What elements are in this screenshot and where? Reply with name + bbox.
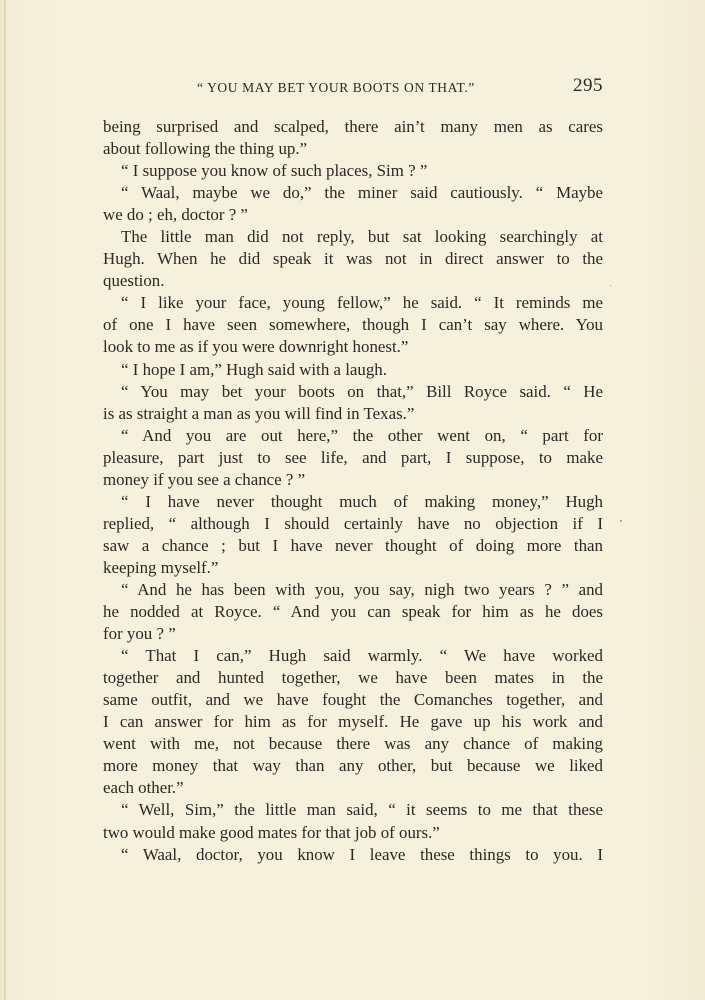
paper-speck <box>620 520 622 522</box>
text-line: “ Waal, doctor, you know I leave these things to you. I <box>121 844 603 864</box>
text-line: “ Waal, maybe we do,” the miner said cautiously. “ Maybe <box>121 183 603 203</box>
text-line: “ And you are out here,” the other went on, “ part for <box>121 425 603 445</box>
text-line: same outfit, and we have fought the Comanches together, and <box>103 690 603 710</box>
text-line: “ I hope I am,” Hugh said with a laugh. <box>121 359 387 379</box>
text-line: “ And he has been with you, you say, nigh two years ? ” and <box>121 579 603 599</box>
text-line: “ Well, Sim,” the little man said, “ it seems to me that these <box>121 800 603 820</box>
text-line: look to me as if you were downright honest.” <box>103 337 409 357</box>
text-line: together and hunted together, we have been mates in the <box>103 668 603 688</box>
text-line: keeping myself.” <box>103 557 219 577</box>
text-line: each other.” <box>103 778 184 798</box>
text-line: “ I have never thought much of making money,” Hugh <box>121 491 603 511</box>
text-line: pleasure, part just to see life, and part, I suppose, to make <box>103 447 603 467</box>
text-line: The little man did not reply, but sat looking searchingly at <box>121 227 603 247</box>
paper-speck <box>610 285 611 286</box>
text-line: I can answer for him as for myself. He gave up his work and <box>103 712 603 732</box>
text-line: being surprised and scalped, there ain’t many men as cares <box>103 117 603 136</box>
text-line: about following the thing up.” <box>103 139 308 159</box>
running-head: “ YOU MAY BET YOUR BOOTS ON THAT.” <box>197 80 475 95</box>
text-line: replied, “ although I should certainly have no objection if I <box>103 513 603 533</box>
text-line: “ That I can,” Hugh said warmly. “ We have worked <box>121 646 603 666</box>
text-line: money if you see a chance ? ” <box>103 469 306 489</box>
text-line: two would make good mates for that job of ours.” <box>103 822 440 842</box>
text-line: he nodded at Royce. “ And you can speak for him as he does <box>103 602 603 622</box>
text-line: more money that way than any other, but because we liked <box>103 756 603 776</box>
text-line: “ I like your face, young fellow,” he said. “ It reminds me <box>121 293 603 313</box>
text-line: is as straight a man as you will find in Texas.” <box>103 403 415 423</box>
text-line: saw a chance ; but I have never thought of doing more than <box>103 535 603 555</box>
page-spine-shadow <box>4 0 7 1000</box>
text-line: Hugh. When he did speak it was not in direct answer to the <box>103 249 603 269</box>
page-header <box>103 75 603 100</box>
page-number: 295 <box>573 75 603 96</box>
text-line: we do ; eh, doctor ? ” <box>103 205 248 225</box>
text-line: question. <box>103 271 165 291</box>
text-line: “ You may bet your boots on that,” Bill Royce said. “ He <box>121 381 603 401</box>
text-line: for you ? ” <box>103 624 176 644</box>
text-line: “ I suppose you know of such places, Sim ? ” <box>121 161 428 181</box>
text-line: went with me, not because there was any chance of making <box>103 734 603 754</box>
text-line: of one I have seen somewhere, though I can’t say where. You <box>103 315 603 335</box>
body-text <box>103 116 603 866</box>
